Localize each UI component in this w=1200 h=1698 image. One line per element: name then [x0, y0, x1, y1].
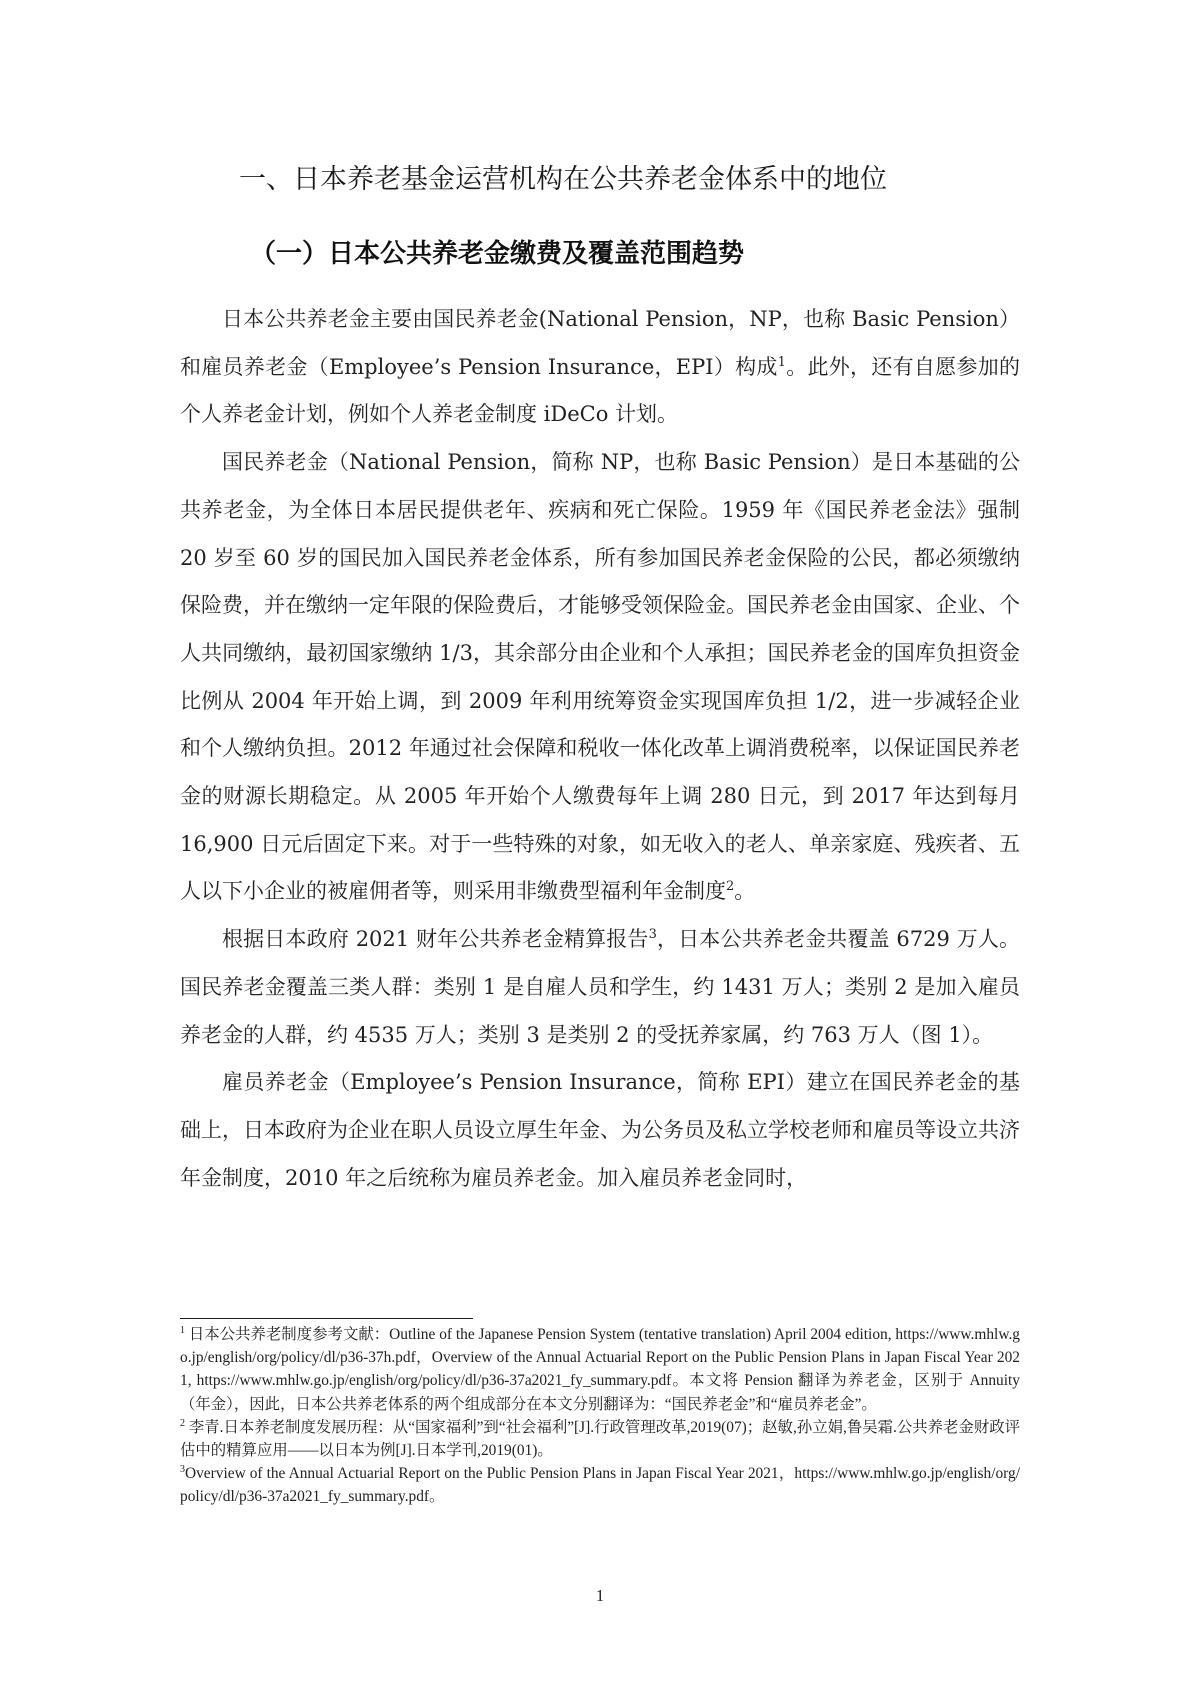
- footnote-ref-2: 2: [726, 879, 735, 895]
- footnote-1: [180, 1323, 1020, 1416]
- footnote-marker-2: 2: [180, 1417, 185, 1429]
- footnote-ref-1: 1: [777, 354, 786, 370]
- paragraph-2: [180, 439, 1020, 916]
- paragraph-3-text: 根据日本政府 2021 财年公共养老金精算报告: [222, 927, 649, 952]
- paragraph-1: [180, 296, 1020, 439]
- footnotes: [180, 1323, 1020, 1509]
- paragraph-1-text: 日本公共养老金主要由国民养老金(National Pension，NP，也称 Basic Pension）和雇员养老金（Employee’s Pension Insurance，EPI）构成: [180, 307, 1020, 379]
- paragraph-3-text-tail: ，日本公共养老金共覆盖 6729 万人。国民养老金覆盖三类人群：类别 1 是自雇人员和学生，约 1431 万人；类别 2 是加入雇员养老金的人群，约 4535 万人；类别 3 是类别 2 的受抚养家属，约 763 万人（图 1）。: [180, 927, 1020, 1047]
- footnote-ref-3: 3: [648, 927, 657, 943]
- paragraph-4-text: 雇员养老金（Employee’s Pension Insurance，简称 EPI）建立在国民养老金的基础上，日本政府为企业在职人员设立厚生年金、为公务员及私立学校老师和雇员等设立共济年金制度，2010 年之后统称为雇员养老金。加入雇员养老金同时，: [180, 1070, 1020, 1190]
- footnote-1-text: 日本公共养老制度参考文献：Outline of the Japanese Pension System (tentative translation) April 2004 edition, https://www.mhlw.go.jp/english/org/policy/dl/p36-37h.pdf，Overview of the Annual Actuarial Report on the Public Pension Plans in Japan Fiscal Year 2021, https://www.mhlw.go.jp/english/org/policy/dl/p36-37a2021_fy_summary.pdf。本文将 Pension 翻译为养老金，区别于 Annuity（年金），因此，日本公共养老体系的两个组成部分在本文分别翻译为：“国民养老金”和“雇员养老金”。: [180, 1326, 1020, 1413]
- section-heading: 一、日本养老基金运营机构在公共养老金体系中的地位: [239, 164, 887, 195]
- paragraph-4: [180, 1059, 1020, 1202]
- footnote-3-text: Overview of the Annual Actuarial Report on the Public Pension Plans in Japan Fiscal Year 2021，https://www.mhlw.go.jp/english/org/policy/dl/p36-37a2021_fy_summary.pdf。: [180, 1465, 1020, 1506]
- paragraph-3: [180, 916, 1020, 1059]
- footnote-divider: [180, 1318, 473, 1319]
- footnote-2-text: 李青.日本养老制度发展历程：从“国家福利”到“社会福利”[J].行政管理改革,2019(07)；赵敏,孙立娟,鲁吴霜.公共养老金财政评估中的精算应用——以日本为例[J].日本学刊,2019(01)。: [180, 1418, 1020, 1460]
- footnote-2: [180, 1416, 1020, 1462]
- page-number: 1: [595, 1586, 605, 1605]
- body-text: [180, 296, 1020, 1202]
- footnote-marker-3: 3: [180, 1464, 185, 1476]
- footnote-marker-1: 1: [180, 1324, 185, 1336]
- footnote-3: [180, 1462, 1020, 1508]
- paragraph-1-text-tail: 。此外，还有自愿参加的个人养老金计划，例如个人养老金制度 iDeCo 计划。: [180, 354, 1020, 427]
- paragraph-2-text: 国民养老金（National Pension，简称 NP，也称 Basic Pension）是日本基础的公共养老金，为全体日本居民提供老年、疾病和死亡保险。1959 年《国民养老金法》强制 20 岁至 60 岁的国民加入国民养老金体系，所有参加国民养老金保险的公民，都必须缴纳保险费，并在缴纳一定年限的保险费后，才能够受领保险金。国民养老金由国家、企业、个人共同缴纳，最初国家缴纳 1/3，其余部分由企业和个人承担；国民养老金的国库负担资金比例从 2004 年开始上调，到 2009 年利用统筹资金实现国库负担 1/2，进一步减轻企业和个人缴纳负担。2012 年通过社会保障和税收一体化改革上调消费税率，以保证国民养老金的财源长期稳定。从 2005 年开始个人缴费每年上调 280 日元，到 2017 年达到每月 16,900 日元后固定下来。对于一些特殊的对象，如无收入的老人、单亲家庭、残疾者、五人以下小企业的被雇佣者等，则采用非缴费型福利年金制度: [180, 450, 1020, 904]
- paragraph-2-text-tail: 。: [734, 879, 756, 904]
- subsection-heading: （一）日本公共养老金缴费及覆盖范围趋势: [250, 239, 745, 269]
